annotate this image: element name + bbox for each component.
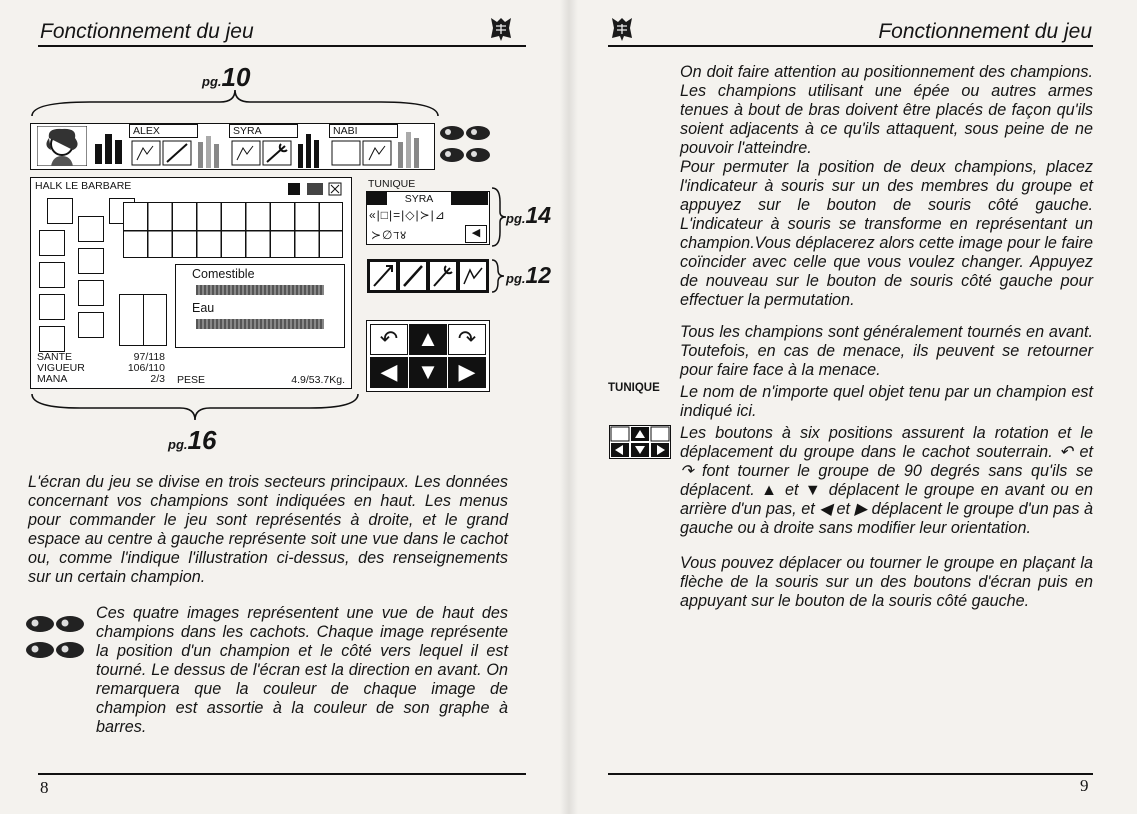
top-brace (30, 88, 440, 118)
tunique-side-label: TUNIQUE (608, 382, 660, 394)
eau-bar (196, 319, 324, 329)
slot-bag[interactable] (119, 294, 167, 346)
move-backward-button[interactable]: ▼ (409, 357, 447, 388)
movement-pad-mini-icon (609, 425, 671, 459)
slot-belt[interactable] (39, 326, 65, 352)
footer-rule (38, 773, 526, 775)
stat-mana: MANA 2/3 (37, 373, 165, 385)
backpack-grid[interactable] (123, 202, 343, 258)
right-page (568, 0, 1137, 814)
champion-stats (37, 352, 165, 385)
rune-backspace-button[interactable]: ◀ (465, 225, 487, 243)
attack-brace (490, 258, 506, 294)
slot-head[interactable] (78, 216, 104, 242)
page-number-9: 9 (1080, 776, 1089, 795)
champion-bar (30, 123, 435, 170)
slot-feet[interactable] (78, 312, 104, 338)
right-page-header: Fonctionnement du jeu (878, 20, 1092, 43)
halk-portrait-icon[interactable] (37, 126, 87, 166)
slot-left-hand[interactable] (47, 198, 73, 224)
panel-window-icons (287, 182, 345, 196)
syra-stat-bars (297, 128, 323, 168)
weapon-slot-4[interactable] (460, 262, 486, 290)
strafe-right-button[interactable]: ▶ (448, 357, 486, 388)
weapon-slot-1[interactable] (370, 262, 396, 290)
slot-torso[interactable] (78, 248, 104, 274)
dungeon-master-logo-icon (489, 16, 513, 42)
food-water-box (175, 264, 345, 348)
stat-vigueur: VIGUEUR 106/110 (37, 362, 165, 374)
spell-caster-name[interactable]: SYRA (387, 192, 451, 206)
right-paragraph-4: Le nom de n'importe quel objet tenu par un champion est indiqué ici. (680, 383, 1093, 420)
champion-nabi[interactable]: NABI (329, 124, 429, 168)
pg-ref-attack: pg.12 (506, 262, 552, 288)
nabi-stat-bars (397, 128, 427, 168)
comestible-bar (196, 285, 324, 295)
header-rule (38, 45, 526, 47)
strafe-left-button[interactable]: ◀ (370, 357, 408, 388)
eau-label: Eau (192, 301, 215, 315)
syra-hands-icon[interactable] (231, 140, 293, 166)
right-paragraph-1: On doit faire attention au positionnement des champions. Les champions utilisant une épée ou autres armes tenues à bout de bras doivent être placés de façon qu'ils soient adjacents à ce qu'ils attaquent, sous peine de ne pouvoir l'atteindre. (680, 63, 1093, 157)
stat-sante: SANTE 97/118 (37, 351, 165, 363)
spell-panel (366, 191, 490, 245)
footer-rule (608, 773, 1093, 775)
movement-pad (366, 320, 490, 392)
left-paragraph-2: Ces quatre images représentent une vue de haut des champions dans les cachots. Chaque image représente la position d'un champion et le côté vers lequel il est tourné. Le dessus de l'écran est la direction en avant. On remarquera que la couleur de chaque image de champion est assortie à la couleur de son graphe à barres. (96, 604, 508, 736)
halk-stat-bars (93, 130, 125, 164)
pg-ref-bottom: pg.16 (168, 425, 217, 455)
champions-topview-icon (24, 612, 86, 664)
champion-alex[interactable]: ALEX (129, 124, 225, 168)
alex-stat-bars (197, 128, 223, 168)
inventory-panel (30, 177, 352, 389)
pese-value: 4.9/53.7Kg. (291, 374, 345, 386)
weapon-slot-2[interactable] (400, 262, 426, 290)
left-page-header: Fonctionnement du jeu (40, 20, 254, 43)
weapon-slot-3[interactable] (430, 262, 456, 290)
slot-pouch[interactable] (39, 230, 65, 256)
slot-legs[interactable] (78, 280, 104, 306)
pese-label: PESE (177, 374, 206, 386)
nabi-hands-icon[interactable] (331, 140, 393, 166)
page-number-8: 8 (40, 778, 49, 797)
comestible-label: Comestible (192, 267, 255, 281)
header-rule (608, 45, 1093, 47)
right-paragraph-5: Les boutons à six positions assurent la rotation et le déplacement du groupe dans le cachot souterrain. ↶ et ↷ font tourner le groupe de 90 degrés sans qu'ils se déplacent. ▲ et ▼ déplacent le groupe en avant ou en arrière d'un pas, et ◀ et ▶ déplacent le groupe d'un pas à gauche ou à droite sans modifier leur orientation. (680, 424, 1093, 537)
dungeon-master-logo-icon (610, 16, 634, 42)
party-formation-icon[interactable] (438, 122, 494, 168)
pg-ref-spells: pg.14 (506, 202, 552, 228)
turn-left-button[interactable]: ↶ (370, 324, 408, 355)
left-paragraph-1: L'écran du jeu se divise en trois secteurs principaux. Les données concernant vos champions sont indiquées en haut. Les menus pour commander le jeu sont représentés à droite, et le grand espace au centre à gauche représente soit une vue dans le cachot ou, comme l'indique l'illustration ci-dessus, des renseignements sur un certain champion. (28, 473, 508, 586)
rune-row-1[interactable]: «|□|=|◇|≻|⊿ (369, 208, 446, 222)
attack-panel (366, 258, 490, 294)
slot-neck[interactable] (39, 294, 65, 320)
panel-champion-name: HALK LE BARBARE (35, 180, 132, 192)
right-paragraph-6: Vous pouvez déplacer ou tourner le groupe en plaçant la flèche de la souris sur un des boutons d'écran puis en appuyant sur le bouton de la souris côté gauche. (680, 554, 1093, 610)
champion-syra[interactable]: SYRA (229, 124, 325, 168)
save-disk-icon (288, 183, 300, 195)
slot-quiver[interactable] (39, 262, 65, 288)
sleep-zz-icon (307, 183, 323, 195)
alex-hands-icon[interactable] (131, 140, 193, 166)
pg-ref-top: pg.10 (202, 62, 251, 92)
move-forward-button[interactable]: ▲ (409, 324, 447, 355)
left-page (0, 0, 568, 814)
turn-right-button[interactable]: ↷ (448, 324, 486, 355)
right-paragraph-2: Pour permuter la position de deux champions, placez l'indicateur à souris sur un des membres du groupe et appuyez sur le bouton de souris côté gauche. L'indicateur à souris se transforme en représentant un champion.Vous déplacerez alors cette image pour le faire coïncider avec celle que vous voulez changer. Appuyez de nouveau sur le bouton de souris côté gauche pour effectuer la permutation. (680, 158, 1093, 309)
rune-row-2[interactable]: ≻∅ℸ४ (371, 228, 408, 242)
tunique-label: TUNIQUE (368, 178, 416, 190)
right-paragraph-3: Tous les champions sont généralement tournés en avant. Toutefois, en cas de menace, ils peuvent se retourner pour faire face à la menace. (680, 323, 1093, 379)
bottom-brace (30, 392, 360, 422)
